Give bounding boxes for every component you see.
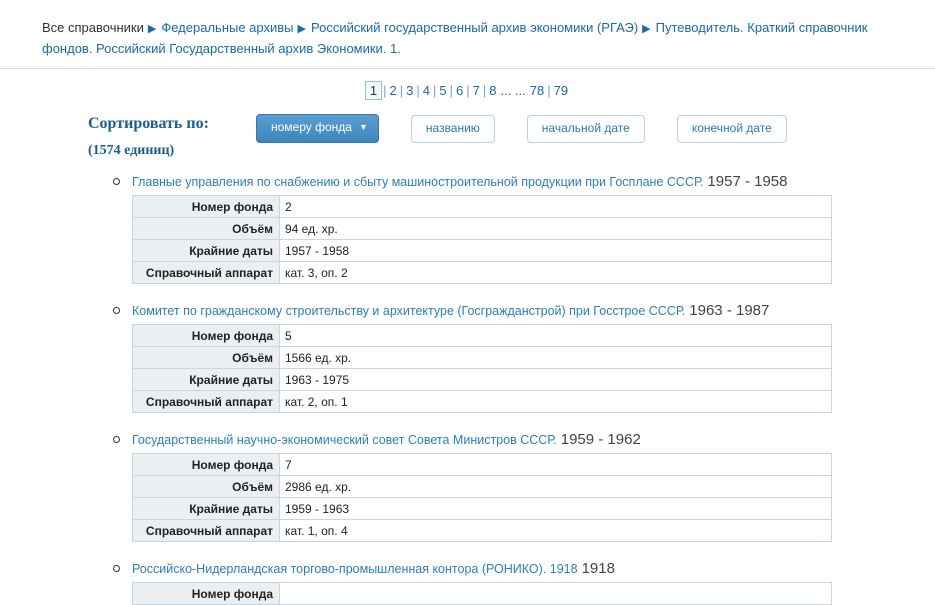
list-item bbox=[0, 560, 935, 605]
page-link-3[interactable]: 3 bbox=[406, 83, 414, 98]
page-link-6[interactable]: 6 bbox=[456, 83, 464, 98]
fund-years: 1963 - 1987 bbox=[689, 302, 770, 319]
apparatus-value: кат. 2, оп. 1 bbox=[280, 391, 832, 413]
fund-number-value bbox=[280, 583, 832, 605]
pagination bbox=[0, 69, 935, 104]
fund-link[interactable]: Российско-Нидерландская торгово-промышленная контора (РОНИКО). 1918 bbox=[132, 562, 578, 576]
list-item bbox=[0, 173, 935, 284]
pager-bar: | bbox=[416, 83, 420, 98]
table-row bbox=[133, 218, 832, 240]
table-row bbox=[133, 498, 832, 520]
sort-by-start-date-button[interactable]: начальной дате bbox=[527, 115, 645, 143]
table-row bbox=[133, 583, 832, 605]
breadcrumb-separator-icon: ▶ bbox=[297, 23, 306, 35]
breadcrumb bbox=[0, 0, 935, 69]
sort-by-end-date-button[interactable]: конечной дате bbox=[677, 115, 787, 143]
table-row bbox=[133, 476, 832, 498]
apparatus-header: Справочный аппарат bbox=[133, 520, 280, 542]
fund-link[interactable]: Главные управления по снабжению и сбыту машиностроительной продукции при Госплане СССР. bbox=[132, 175, 704, 189]
page-link-8[interactable]: 8 bbox=[489, 83, 497, 98]
table-row bbox=[133, 262, 832, 284]
sort-buttons bbox=[256, 112, 787, 143]
table-row bbox=[133, 240, 832, 262]
table-row bbox=[133, 196, 832, 218]
dates-header: Крайние даты bbox=[133, 498, 280, 520]
fund-years: 1918 bbox=[581, 560, 615, 577]
breadcrumb-item-2[interactable]: Российский государственный архив экономики (РГАЭ) bbox=[310, 20, 639, 35]
table-row bbox=[133, 391, 832, 413]
page-current: 1 bbox=[365, 81, 382, 100]
fund-number-header: Номер фонда bbox=[133, 583, 280, 605]
page-link-5[interactable]: 5 bbox=[439, 83, 447, 98]
fund-title bbox=[108, 431, 935, 449]
breadcrumb-separator-icon: ▶ bbox=[642, 23, 651, 35]
volume-header: Объём bbox=[133, 218, 280, 240]
fund-link[interactable]: Комитет по гражданскому строительству и архитектуре (Госгражданстрой) при Госстрое СССР. bbox=[132, 304, 686, 318]
breadcrumb-separator-icon: ▶ bbox=[147, 23, 157, 35]
list-item bbox=[0, 431, 935, 542]
page-link-78[interactable]: 78 bbox=[529, 83, 545, 98]
fund-number-header: Номер фонда bbox=[133, 196, 280, 218]
pager-bar: | bbox=[449, 83, 453, 98]
dates-value: 1959 - 1963 bbox=[280, 498, 832, 520]
bullet-icon bbox=[113, 178, 120, 185]
volume-value: 94 ед. хр. bbox=[280, 218, 832, 240]
fund-years: 1959 - 1962 bbox=[560, 431, 641, 448]
bullet-icon bbox=[113, 436, 120, 443]
sort-by-name-button[interactable]: названию bbox=[411, 115, 495, 143]
pager-bar: | bbox=[482, 83, 487, 98]
sort-by-fund-number-button[interactable] bbox=[256, 114, 379, 143]
fund-number-header: Номер фонда bbox=[133, 454, 280, 476]
table-row bbox=[133, 369, 832, 391]
sort-by-fund-number-label: номеру фонда bbox=[271, 120, 352, 134]
fund-title bbox=[108, 173, 935, 191]
list-item bbox=[0, 302, 935, 413]
fund-years: 1957 - 1958 bbox=[707, 173, 788, 190]
dates-header: Крайние даты bbox=[133, 369, 280, 391]
bullet-icon bbox=[113, 565, 120, 572]
pager-bar: | bbox=[383, 83, 387, 98]
apparatus-value: кат. 3, оп. 2 bbox=[280, 262, 832, 284]
fund-number-value: 7 bbox=[280, 454, 832, 476]
pager-bar: | bbox=[466, 83, 470, 98]
apparatus-header: Справочный аппарат bbox=[133, 391, 280, 413]
pager-bar: | bbox=[432, 83, 437, 98]
sort-label-group bbox=[88, 112, 256, 159]
page-link-2[interactable]: 2 bbox=[389, 83, 397, 98]
results-count: (1574 единиц) bbox=[88, 143, 175, 158]
bullet-icon bbox=[113, 307, 120, 314]
fund-details-table bbox=[132, 324, 832, 413]
fund-details-table bbox=[132, 453, 832, 542]
fund-link[interactable]: Государственный научно-экономический совет Совета Министров СССР. bbox=[132, 433, 557, 447]
dates-header: Крайние даты bbox=[133, 240, 280, 262]
table-row bbox=[133, 520, 832, 542]
pager-bar: | bbox=[547, 83, 551, 98]
fund-list bbox=[0, 173, 935, 605]
fund-details-table bbox=[132, 195, 832, 284]
table-row bbox=[133, 325, 832, 347]
apparatus-header: Справочный аппарат bbox=[133, 262, 280, 284]
fund-number-header: Номер фонда bbox=[133, 325, 280, 347]
fund-number-value: 5 bbox=[280, 325, 832, 347]
fund-number-value: 2 bbox=[280, 196, 832, 218]
volume-header: Объём bbox=[133, 347, 280, 369]
page-link-4[interactable]: 4 bbox=[422, 83, 430, 98]
fund-details-table bbox=[132, 582, 832, 605]
volume-value: 1566 ед. хр. bbox=[280, 347, 832, 369]
volume-value: 2986 ед. хр. bbox=[280, 476, 832, 498]
page-link-7[interactable]: 7 bbox=[472, 83, 480, 98]
volume-header: Объём bbox=[133, 476, 280, 498]
dates-value: 1963 - 1975 bbox=[280, 369, 832, 391]
table-row bbox=[133, 347, 832, 369]
pager-bar: | bbox=[399, 83, 404, 98]
breadcrumb-item-1[interactable]: Федеральные архивы bbox=[161, 20, 294, 35]
dates-value: 1957 - 1958 bbox=[280, 240, 832, 262]
breadcrumb-item-3[interactable]: Путеводитель. Краткий справочник фондов. Российский Государственный архив Экономики. 1. bbox=[42, 20, 868, 56]
pager-ellipsis: ... ... bbox=[500, 83, 526, 98]
fund-title bbox=[108, 560, 935, 578]
breadcrumb-item-0[interactable]: Все справочники bbox=[42, 20, 144, 35]
sort-label: Сортировать по: bbox=[88, 115, 209, 132]
page-link-79[interactable]: 79 bbox=[553, 83, 569, 98]
sort-bar bbox=[0, 104, 935, 159]
apparatus-value: кат. 1, оп. 4 bbox=[280, 520, 832, 542]
fund-title bbox=[108, 302, 935, 320]
chevron-down-icon: ▼ bbox=[358, 122, 368, 132]
table-row bbox=[133, 454, 832, 476]
